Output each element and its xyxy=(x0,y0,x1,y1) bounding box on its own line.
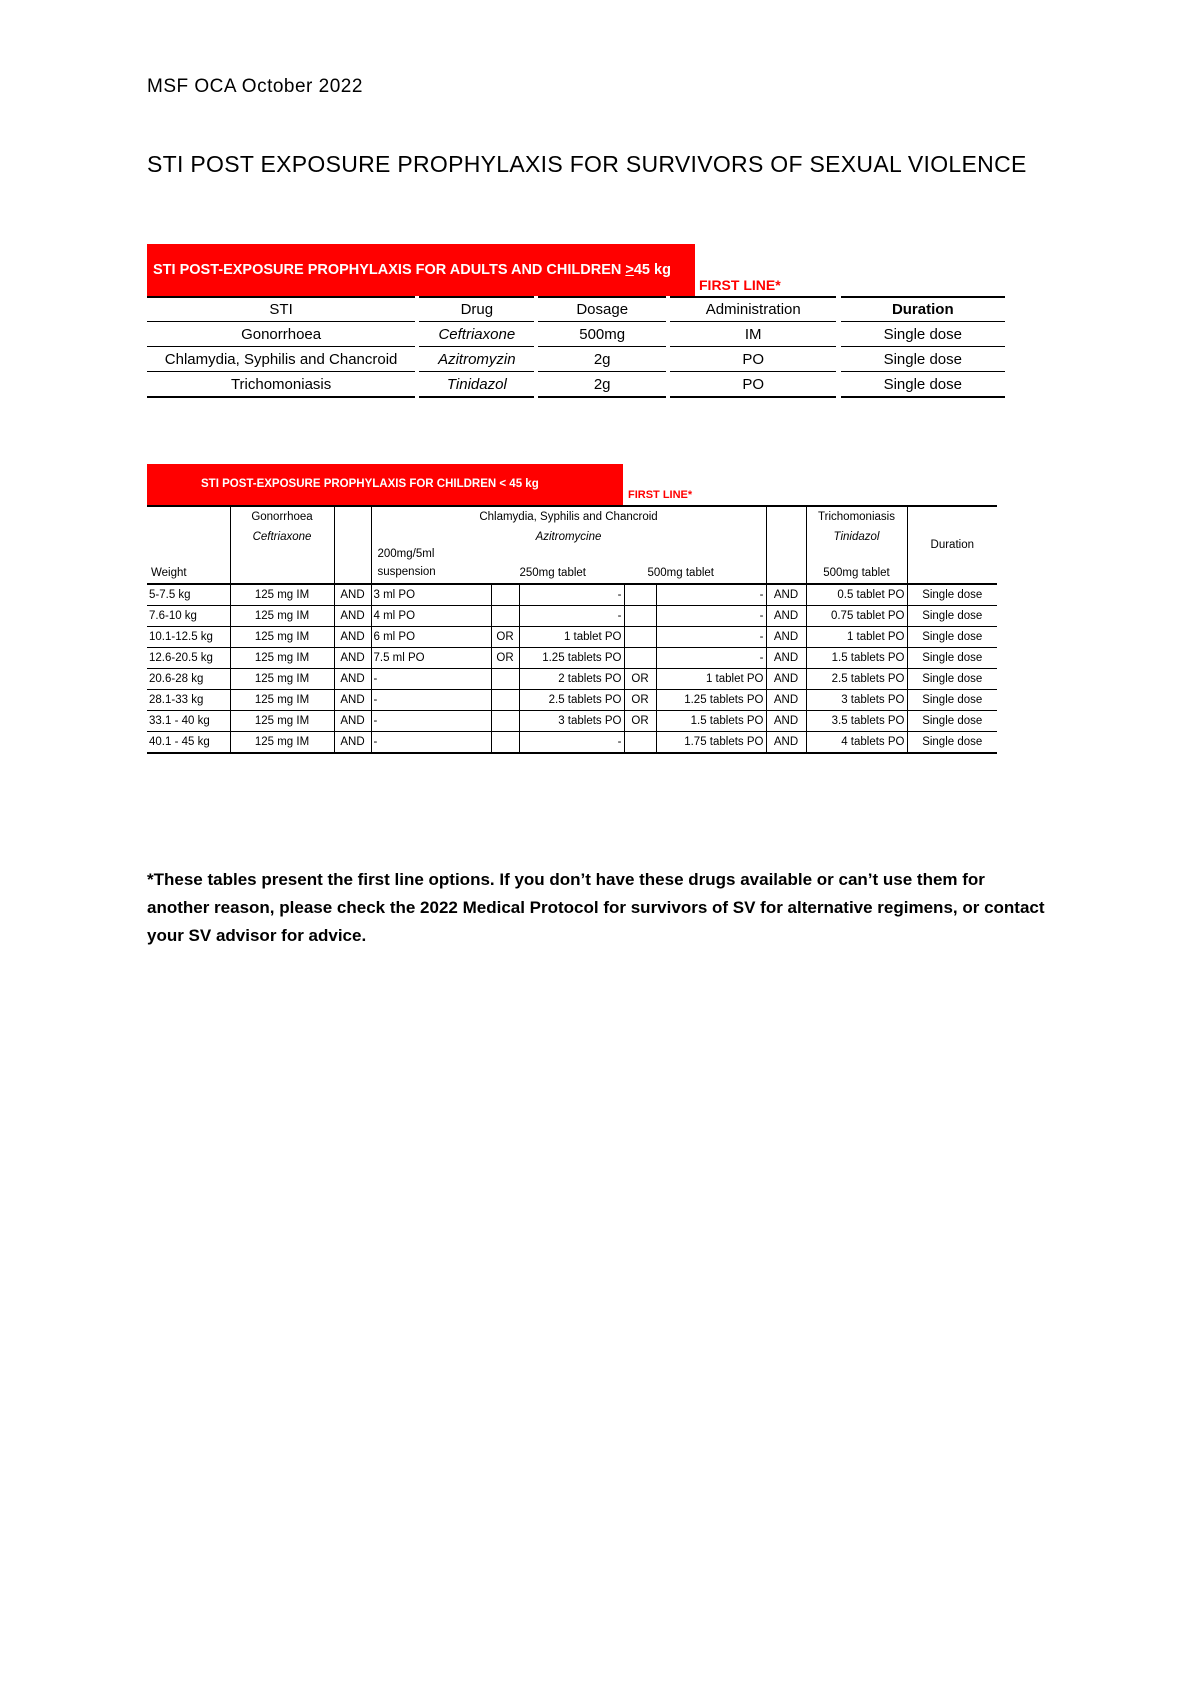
page-title: STI POST EXPOSURE PROPHYLAXIS FOR SURVIVORS OF SEXUAL VIOLENCE xyxy=(147,151,1027,177)
cell-or: OR xyxy=(491,627,519,648)
cell-duration: Single dose xyxy=(907,606,997,627)
table-row xyxy=(147,669,997,690)
cell-and: AND xyxy=(766,606,806,627)
cell-weight: 40.1 - 45 kg xyxy=(147,732,230,754)
cell-tablet-500: 1.75 tablets PO xyxy=(656,732,766,754)
table-row xyxy=(147,372,1005,398)
cell-tablet-500: 1.25 tablets PO xyxy=(656,690,766,711)
adult-banner-suffix: 45 kg xyxy=(633,262,671,278)
cell-tablet-500: 1 tablet PO xyxy=(656,669,766,690)
child-table-banner xyxy=(147,464,623,506)
cell-tablet-250: 2 tablets PO xyxy=(519,669,624,690)
cell-suspension: - xyxy=(371,669,491,690)
cell-tablet-500: 1.5 tablets PO xyxy=(656,711,766,732)
cell-and: AND xyxy=(766,648,806,669)
table-row xyxy=(147,690,997,711)
cell-suspension: - xyxy=(371,711,491,732)
gonorrhoea-label: Gonorrhoea xyxy=(251,511,313,523)
col-header-sti: STI xyxy=(147,297,415,322)
cell-tinidazol: 2.5 tablets PO xyxy=(806,669,907,690)
cell-tinidazol: 3.5 tablets PO xyxy=(806,711,907,732)
cell-drug xyxy=(419,347,534,372)
col-header-drug: Drug xyxy=(419,297,534,322)
cell-tinidazol: 0.5 tablet PO xyxy=(806,584,907,606)
table-row xyxy=(147,347,1005,372)
cell-and: AND xyxy=(766,690,806,711)
suspension-dose-label: 200mg/5ml xyxy=(377,548,435,560)
col-header-dosage: Dosage xyxy=(538,297,665,322)
cell-or xyxy=(491,584,519,606)
chlamydia-label: Chlamydia, Syphilis and Chancroid xyxy=(479,511,658,523)
cell-tablet-500: - xyxy=(656,648,766,669)
cell-duration: Single dose xyxy=(907,627,997,648)
adult-banner-text xyxy=(153,262,671,278)
weight-header-label: Weight xyxy=(151,567,187,579)
cell-duration: Single dose xyxy=(907,648,997,669)
cell-suspension: 6 ml PO xyxy=(371,627,491,648)
cell-or: OR xyxy=(491,648,519,669)
cell-ceftriaxone: 125 mg IM xyxy=(230,648,334,669)
cell-suspension: - xyxy=(371,690,491,711)
table-row xyxy=(147,606,997,627)
table-row xyxy=(147,627,997,648)
suspension-header xyxy=(378,545,436,581)
cell-dosage: 2g xyxy=(538,372,665,398)
cell-tablet-250: 1 tablet PO xyxy=(519,627,624,648)
table-row xyxy=(147,584,997,606)
cell-or xyxy=(491,711,519,732)
child-first-line-label: FIRST LINE* xyxy=(628,489,693,501)
drug-name: Ceftriaxone xyxy=(438,325,516,343)
cell-weight: 12.6-20.5 kg xyxy=(147,648,230,669)
cell-tinidazol: 1.5 tablets PO xyxy=(806,648,907,669)
adult-table xyxy=(147,296,1005,398)
adult-banner-prefix: STI POST-EXPOSURE PROPHYLAXIS FOR ADULTS AND CHILDREN xyxy=(153,262,626,278)
cell-sti: Gonorrhoea xyxy=(147,322,415,347)
cell-tinidazol: 1 tablet PO xyxy=(806,627,907,648)
cell-dosage: 500mg xyxy=(538,322,665,347)
cell-ceftriaxone: 125 mg IM xyxy=(230,732,334,754)
tinidazol-label: Tinidazol xyxy=(833,531,880,543)
cell-weight: 5-7.5 kg xyxy=(147,584,230,606)
cell-drug xyxy=(419,372,534,398)
cell-duration: Single dose xyxy=(907,584,997,606)
cell-tablet-250: - xyxy=(519,584,624,606)
cell-and: AND xyxy=(766,584,806,606)
cell-and: AND xyxy=(334,606,371,627)
cell-and: AND xyxy=(334,648,371,669)
col-header-duration xyxy=(907,506,997,584)
cell-or xyxy=(491,690,519,711)
trichomoniasis-label: Trichomoniasis xyxy=(818,511,895,523)
cell-weight: 7.6-10 kg xyxy=(147,606,230,627)
table-row xyxy=(147,732,997,754)
cell-ceftriaxone: 125 mg IM xyxy=(230,606,334,627)
child-banner-text: STI POST-EXPOSURE PROPHYLAXIS FOR CHILDREN < 45 kg xyxy=(201,478,539,490)
cell-weight: 20.6-28 kg xyxy=(147,669,230,690)
cell-suspension: 7.5 ml PO xyxy=(371,648,491,669)
ceftriaxone-label: Ceftriaxone xyxy=(252,531,312,543)
cell-and: AND xyxy=(766,711,806,732)
table-row xyxy=(147,648,997,669)
col-header-weight xyxy=(147,506,230,584)
cell-or xyxy=(624,648,656,669)
cell-and: AND xyxy=(334,669,371,690)
cell-or: OR xyxy=(624,669,656,690)
cell-or xyxy=(624,584,656,606)
adult-table-banner xyxy=(147,244,695,296)
cell-and: AND xyxy=(766,627,806,648)
cell-and: AND xyxy=(766,732,806,754)
col-header-gonorrhoea xyxy=(230,506,334,584)
cell-tinidazol: 4 tablets PO xyxy=(806,732,907,754)
cell-suspension: 3 ml PO xyxy=(371,584,491,606)
cell-ceftriaxone: 125 mg IM xyxy=(230,584,334,606)
cell-tablet-500: - xyxy=(656,584,766,606)
cell-duration: Single dose xyxy=(907,732,997,754)
cell-administration: PO xyxy=(670,372,836,398)
table-row xyxy=(147,711,997,732)
cell-suspension: 4 ml PO xyxy=(371,606,491,627)
adult-first-line-label: FIRST LINE* xyxy=(699,277,781,293)
cell-or xyxy=(491,606,519,627)
cell-weight: 28.1-33 kg xyxy=(147,690,230,711)
cell-ceftriaxone: 125 mg IM xyxy=(230,669,334,690)
drug-name: Tinidazol xyxy=(446,375,507,393)
cell-or xyxy=(624,606,656,627)
cell-and: AND xyxy=(334,732,371,754)
cell-duration: Single dose xyxy=(841,347,1005,372)
cell-sti: Trichomoniasis xyxy=(147,372,415,398)
cell-tinidazol: 0.75 tablet PO xyxy=(806,606,907,627)
cell-sti: Chlamydia, Syphilis and Chancroid xyxy=(147,347,415,372)
trich-tablet-label: 500mg tablet xyxy=(823,567,890,579)
table-row xyxy=(147,322,1005,347)
child-header-row xyxy=(147,506,997,584)
cell-tinidazol: 3 tablets PO xyxy=(806,690,907,711)
cell-and: AND xyxy=(334,627,371,648)
cell-tablet-250: 2.5 tablets PO xyxy=(519,690,624,711)
cell-or: OR xyxy=(624,711,656,732)
cell-drug xyxy=(419,322,534,347)
tablet-250-label: 250mg tablet xyxy=(519,567,586,579)
cell-tablet-500: - xyxy=(656,627,766,648)
col-header-blank xyxy=(766,506,806,584)
cell-administration: PO xyxy=(670,347,836,372)
cell-tablet-500: - xyxy=(656,606,766,627)
cell-and: AND xyxy=(334,711,371,732)
child-table xyxy=(147,505,997,754)
cell-tablet-250: 1.25 tablets PO xyxy=(519,648,624,669)
tablet-500-label: 500mg tablet xyxy=(647,567,714,579)
cell-administration: IM xyxy=(670,322,836,347)
azitromycine-label: Azitromycine xyxy=(535,531,602,543)
col-header-administration: Administration xyxy=(670,297,836,322)
cell-ceftriaxone: 125 mg IM xyxy=(230,711,334,732)
cell-or: OR xyxy=(624,690,656,711)
cell-and: AND xyxy=(766,669,806,690)
adult-header-row xyxy=(147,297,1005,322)
adult-banner-ge: > xyxy=(625,262,634,278)
cell-weight: 33.1 - 40 kg xyxy=(147,711,230,732)
cell-ceftriaxone: 125 mg IM xyxy=(230,690,334,711)
cell-duration: Single dose xyxy=(907,669,997,690)
cell-duration: Single dose xyxy=(907,690,997,711)
document-header: MSF OCA October 2022 xyxy=(147,76,363,97)
cell-tablet-250: 3 tablets PO xyxy=(519,711,624,732)
footnote: *These tables present the first line options. If you don’t have these drugs available or can’t use them for another reason, please check the 2022 Medical Protocol for survivors of SV for alternative regimens, or contact your SV advisor for advice. xyxy=(147,870,1045,945)
col-header-trichomoniasis xyxy=(806,506,907,584)
cell-and: AND xyxy=(334,584,371,606)
cell-or xyxy=(624,732,656,754)
cell-duration: Single dose xyxy=(907,711,997,732)
cell-suspension: - xyxy=(371,732,491,754)
cell-duration: Single dose xyxy=(841,372,1005,398)
cell-dosage: 2g xyxy=(538,347,665,372)
cell-weight: 10.1-12.5 kg xyxy=(147,627,230,648)
col-header-chlamydia xyxy=(371,506,766,584)
cell-and: AND xyxy=(334,690,371,711)
cell-ceftriaxone: 125 mg IM xyxy=(230,627,334,648)
cell-tablet-250: - xyxy=(519,732,624,754)
cell-or xyxy=(491,732,519,754)
duration-header-label: Duration xyxy=(930,539,974,551)
cell-or xyxy=(624,627,656,648)
col-header-duration: Duration xyxy=(841,297,1005,322)
cell-tablet-250: - xyxy=(519,606,624,627)
suspension-label: suspension xyxy=(377,566,436,578)
col-header-blank xyxy=(334,506,371,584)
cell-duration: Single dose xyxy=(841,322,1005,347)
drug-name: Azitromyzin xyxy=(438,350,516,368)
cell-or xyxy=(491,669,519,690)
